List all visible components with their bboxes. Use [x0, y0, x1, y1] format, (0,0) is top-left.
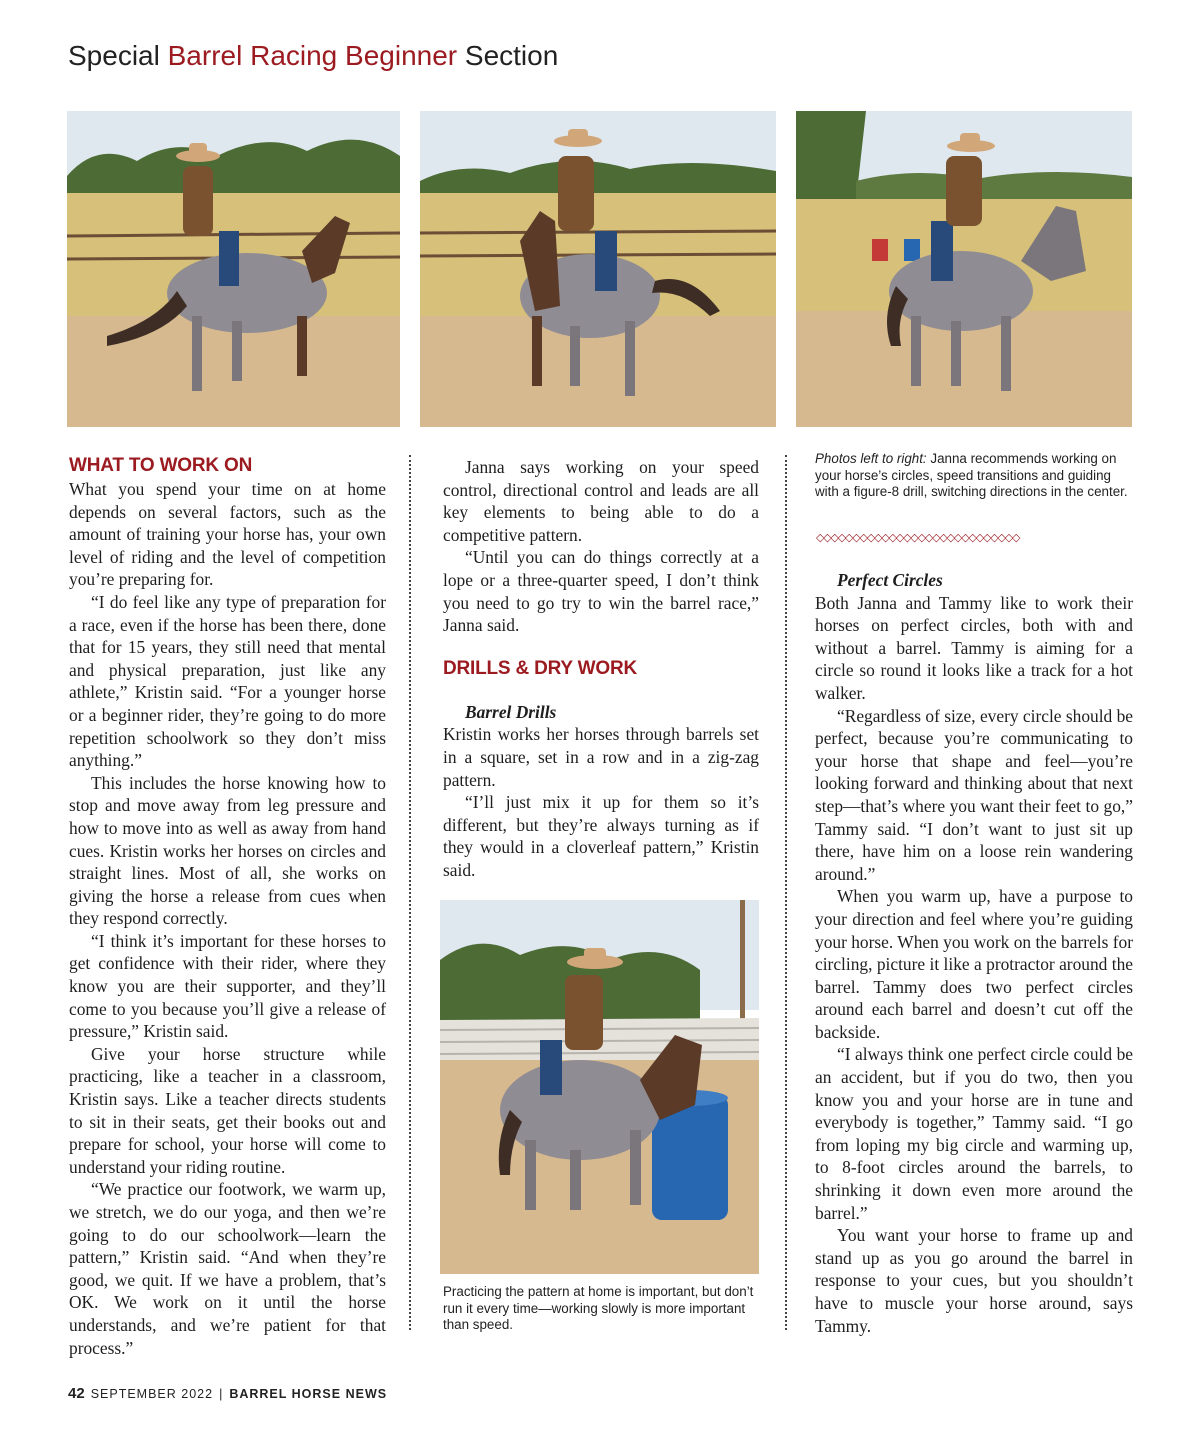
paragraph: This includes the horse knowing how to stop and move away from leg pressure and how to move into as well as away from hand cues. Kristin works her horses on circles and straight lines. Most of all, she works on giving the horse a release from cues when they respond correctly. [69, 772, 386, 929]
horse-rider-photo-icon [796, 111, 1132, 427]
horse-barrel-photo-icon [440, 900, 759, 1274]
paragraph: When you warm up, have a purpose to your direction and feel where you’re guiding your horse. When you work on the barrels for circling, picture it like a protractor around the barrel. Tammy does two perfect circles around each barrel and doesn’t cut off the backside. [815, 886, 1133, 1042]
paragraph: Kristin works her horses through barrels set in a square, set in a row and in a zig-zag pattern. [443, 724, 759, 790]
horse-rider-photo-icon [67, 111, 400, 427]
ornament-divider: ◇◇◇◇◇◇◇◇◇◇◇◇◇◇◇◇◇◇◇◇◇◇◇◇◇◇◇◇ [816, 531, 1020, 544]
paragraph: Give your horse structure while practicing, like a teacher in a classroom, Kristin says. Like a teacher directs students to sit in their seats, get their books out and prepare for school, your horse will come to understand your riding routine. [69, 1043, 386, 1177]
photo-2 [420, 111, 776, 427]
magazine-name: BARREL HORSE NEWS [229, 1387, 388, 1401]
column-2 [443, 456, 759, 882]
section-heading: DRILLS & DRY WORK [443, 657, 637, 679]
column-divider [409, 455, 411, 1330]
section-heading: WHAT TO WORK ON [69, 455, 253, 476]
page-number: 42 [68, 1385, 85, 1402]
paragraph: “I always think one perfect circle could be an accident, but if you do two, then you know you and your horse are in tune and everybody is together,” Tammy said. “I go from loping my big circle and warming up, to 8-foot circles around the barrels, to shrinking it down even more around the barrel.” [815, 1044, 1133, 1223]
subheading: Perfect Circles [837, 570, 943, 590]
caption-text: Janna recommends working on your horse’s circles, speed transitions and guiding with a figure-8 drill, switching directions in the center. [815, 451, 1128, 499]
horse-rider-photo-icon [420, 111, 776, 427]
subheading: Barrel Drills [465, 701, 557, 722]
photo-3 [796, 111, 1132, 427]
header-accent: Barrel Racing Beginner [167, 40, 458, 71]
paragraph: You want your horse to frame up and stand up as you go around the barrel in response to your cues, but you shouldn’t have to muscle your horse around, says Tammy. [815, 1225, 1133, 1336]
caption-lead: Photos left to right: [815, 451, 927, 466]
column-divider [785, 455, 787, 1330]
footer-divider: | [219, 1387, 224, 1401]
photo-1 [67, 111, 400, 427]
header-prefix: Special [68, 40, 160, 71]
paragraph: “I do feel like any type of preparation for a race, even if the horse has been there, done that for 15 years, they still need that mental and physical preparation, just like any athlete,” Kristin said. “For a younger horse or a beginner rider, they’re going to do more repetition schoolwork so they don’t miss anything.” [69, 591, 386, 771]
photo-4 [440, 900, 759, 1274]
page-footer [68, 1385, 387, 1402]
paragraph: What you spend your time on at home depends on several factors, such as the amount of training your horse has, your own level of riding and the level of competition you’re preparing for. [69, 479, 386, 590]
photos-caption [815, 451, 1133, 501]
paragraph: Both Janna and Tammy like to work their horses on perfect circles, both with and without a barrel. Tammy is aiming for a circle so round it looks like a track for a hot walker. [815, 592, 1133, 703]
paragraph: “I think it’s important for these horses to get confidence with their rider, where they know you are their supporter, and they’ll come to you because you’ll give a release of pressure,” Kristin said. [69, 930, 386, 1042]
paragraph: “Until you can do things correctly at a lope or a three-quarter speed, I don’t think you need to go try to win the barrel race,” Janna said. [443, 547, 759, 636]
paragraph: “We practice our footwork, we warm up, we stretch, we do our yoga, and then we’re going to do our schoolwork—learn the pattern,” Kristin said. “And when they’re good, we quit. If we have a problem, that’s OK. We work on it until the horse understands, and we’re patient for that process.” [69, 1179, 386, 1358]
column-3 [815, 569, 1133, 1337]
paragraph: “I’ll just mix it up for them so it’s different, but they’re always turning as if they would in a cloverleaf pattern,” Kristin said. [443, 792, 759, 880]
column-1 [69, 454, 386, 1359]
issue-date: SEPTEMBER 2022 [90, 1387, 214, 1401]
paragraph: “Regardless of size, every circle should be perfect, because you’re communicating to your horse that shape and feel—you’re looking forward and thinking about that next step—that’s where you want their feet to go,” Tammy said. “I don’t want to just sit up there, have him on a loose rein wandering around.” [815, 705, 1134, 884]
section-header [68, 40, 558, 72]
photo-caption: Practicing the pattern at home is important, but don’t run it every time—working slowly is more important than speed. [443, 1284, 754, 1332]
header-suffix: Section [464, 40, 559, 71]
paragraph: Janna says working on your speed control, directional control and leads are all key elements to being able to do a competitive pattern. [443, 457, 759, 545]
